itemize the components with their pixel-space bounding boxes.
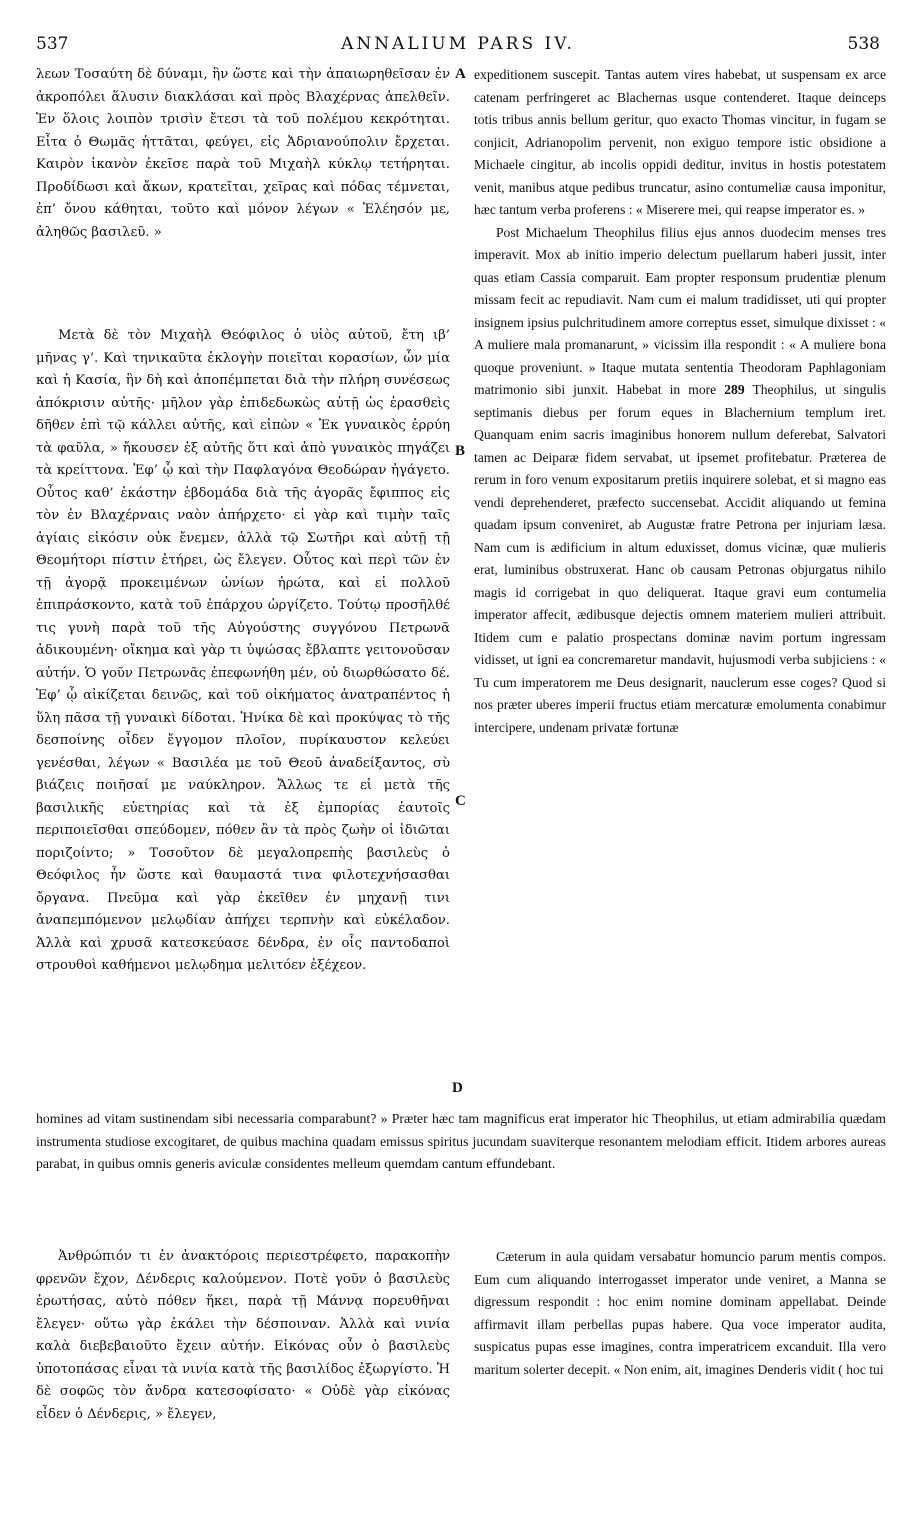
greek-paragraph-2: Μετὰ δὲ τὸν Μιχαὴλ Θεόφιλος ὁ υἱὸς αὐτοῦ, ἔτη ιβ’ μῆνας γ’. Καὶ τηνικαῦτα ἐκλογὴν ποιεῖται κορασίων, ὧν μία καὶ ἡ Κασία, ἣν δὴ καὶ ἀποπέμπεται διὰ τὴν πλήρη συνέσεως ἀπόκρισιν αὐτῆς· μῆλον γὰρ ἐπιδεδωκὼς αὐτῇ ὡς ἐρασθεὶς δῆθεν ἐπὶ τῷ κάλλει αὐτῆς, καὶ εἰπὼν « Ἐκ γυναικὸς ἐρρύη τὰ φαῦλα, » ἤκουσεν ἐξ αὐτῆς ὅτι καὶ ἀπὸ γυναικὸς πηγάζει τὰ κρείττονα. Ἐφ’ ᾧ καὶ τὴν Παφλαγόνα Θεοδώραν ἠγάγετο. Οὗτος καθ’ ἑκάστην ἑβδομάδα διὰ τῆς ἀγορᾶς ἔφιππος εἰς τὸν ἐν Βλαχέρναις ναὸν ἀπήρχετο· εἰ γὰρ καὶ τιμὴν ταῖς ἁγίαις εἰκόσιν οὐκ ἔνεμεν, ἀλλὰ τῷ Σωτῆρι καὶ αὐτῇ τῇ Θεομήτορι πίστιν ἐτήρει, ὡς ἔλεγεν. Οὗτος καὶ περὶ τῶν ἐν τῇ ἀγορᾷ προκειμένων ὠνίων ἠρώτα, καὶ εἰ πολλοῦ ἐπιπράσκοντο, κατὰ τοῦ ἐπάρχου ὠργίζετο. Τούτῳ προσῆλθέ τις γυνὴ παρὰ τοῦ τῆς Αὐγούστης συγγόνου Πετρωνᾶ ἀδικουμένη· οἴκημα καὶ γὰρ τι ὑψώσας ἔβλαπτε γειτονοῦσαν αὐτήν. Ὁ γοῦν Πετρωνᾶς ἐπεφωνήθη μέν, οὐ διωρθώσατο δέ. Ἐφ’ ᾧ αἰκίζεται δεινῶς, καὶ τοῦ οἰκήματος ἀνατραπέντος ἡ ὕλη πᾶσα τῇ γυναικὶ δίδοται. Ἡνίκα δὲ καὶ προκύψας τὸ τῆς δεσποίνης οἶδεν ἔγγομον πλοῖον, πυρίκαυστον κελεύει γενέσθαι, λέγων « Βασιλέα με τοῦ Θεοῦ ἀναδείξαντος, σὺ βιάζεις ποιῆσαί με ναύκληρον. Ἄλλως τε εἰ μετὰ τῆς βασιλικῆς εὐετηρίας καὶ τὰ ἐξ ἐμπορίας ἑαυτοῖς περιποιεῖσθαι σπεύδομεν, πόθεν ἂν τὰ πρὸς ζωὴν οἱ ἰδιῶται ποριζοίντο; » Τοσοῦτον δὲ μεγαλοπρεπὴς βασιλεὺς ὁ Θεόφιλος ἦν ὥστε καὶ θαυμαστά τινα φιλοτεχνήσασθαι ὄργανα. Πνεῦμα καὶ γὰρ ἐκεῖθεν ἐν μηχανῇ τινι ἀναπεμπόμενον μελῳδίαν ἀπήχει τερπνὴν καὶ εὐκέλαδον. Ἀλλὰ καὶ χρυσᾶ κατεσκεύασε δένδρα, ἐν οἷς παντοδαποὶ στρουθοὶ καθήμενοι μελῳδημα μελιτόεν ἐξέχεον.: [36, 328, 450, 973]
latin-paragraph-2b: Theophilus, ut singulis septimanis diebus per forum eques in Blachernium templum iret. Quanquam enim sacris imaginibus honorem nullum deferebat, Salvatori tamen ac Deiparæ fidem servabat, ut ipsemet profitebatur. Præterea de rerum in foro venum expositarum pretiis inquirere solebat, et si magno eas vendi deprehenderet, præfecto succensebat. Accidit aliquando ut femina quadam ipsum conveniret, ab Augustæ fratre Petrona per injuriam læsa. Nam cum is ædificium in altum eduxisset, domus vicinæ, quæ mulieris erat, luminibus obstruxerat. Hanc ob causam Petronas objurgatus nihilo magis id corrigebat in quo deliquerat. Itaque gravi eum contumelia imperator affecit, ædibusque dejectis omnem materiem mulieri attribuit. Itidem cum e palatio prospectans dominæ navim portum ingressam vidisset, ut igni ea concremaretur mandavit, hujusmodi verba subjiciens : « Tu cum imperatorem me Deus designarit, nauclerum esse coges? Quod si nos præter uberes imperii fructus etiam mercaturæ emolumenta conabimur intercipere, undenam privatæ fortunæ: [474, 382, 886, 735]
inline-page-number: 289: [724, 382, 745, 397]
latin-paragraph-2a: Post Michaelum Theophilus filius ejus annos duodecim menses tres imperavit. Mox ab initio imperio delectum puellarum haberi jussit, inter quas etiam Cassia comparuit. Eam propter responsum prudentiæ plenum missam fecit ac repudiavit. Nam cum ei malum tradidisset, uti qui propter insignem ipsius pulchritudinem amore correptus esset, simulque dixisset : « A muliere mala promanarunt, » vicissim illa respondit : « A muliere bona quoque proveniunt. » Itaque mutata sententia Theodoram Paphlagoniam matrimonio sibi junxit. Habebat in more: [474, 224, 886, 397]
full-width-paragraph: homines ad vitam sustinendam sibi necessaria comparabunt? » Præter hæc tam magnificus erat imperator hic Theophilus, ut etiam admirabilia quædam instrumenta studiose excogitaret, de quibus machina quadam emissus spiritus jucundam suaviterque resonantem melodiam efficit. Itidem arbores aureas parabat, in quibus omnis generis aviculæ considentes melleum quemdam cantum effundebant.: [36, 1111, 886, 1171]
latin-paragraph-2: [474, 222, 886, 740]
margin-marker-c: C: [455, 793, 466, 809]
full-width-latin-block: [36, 1108, 886, 1176]
margin-marker-b: B: [455, 443, 466, 459]
page-number-right: 538: [847, 34, 880, 54]
greek-column-bottom: [36, 1246, 450, 1426]
greek-paragraph-3: Ἀνθρώπιόν τι ἐν ἀνακτόροις περιεστρέφετο, παρακοπὴν φρενῶν ἔχον, Δένδερις καλούμενον. Ποτὲ γοῦν ὁ βασιλεὺς ἐρωτήσας, αὐτὸ πόθεν ἥκει, παρὰ τῇ Μάννᾳ πορευθῆναι ἔλεγεν· οὕτω γὰρ ἐκάλει τὴν δέσποιναν. Ἀλλὰ καὶ νινία καλὰ διεβεβαιοῦτο ἔχειν αὐτήν. Εἰκόνας οὖν ὁ βασιλεὺς ὑποτοπάσας εἶναι τὰ νινία κατὰ τῆς βασιλίδος ἐξωργίστο. Ἡ δὲ σοφῶς τὸν ἄνδρα κατεσοφίσατο· « Οὐδὲ γὰρ εἰκόνας εἶδεν ὁ Δένδερις, » ἔλεγεν,: [36, 1249, 450, 1422]
margin-marker-d: D: [452, 1080, 463, 1096]
latin-paragraph-3: Cæterum in aula quidam versabatur homuncio parum mentis compos. Eum cum aliquando interrogasset imperator unde veniret, a Manna se digressum respondit : hoc enim nomine dominam appellabat. Deinde affirmavit illam perbellas pupas habere. Qua voce imperator audita, suspicatus pupas esse imagines, contra imperatricem excanduit. Illa vero maritum solerter decepit. « Non enim, ait, imagines Denderis vidit ( hoc tui: [474, 1249, 886, 1377]
greek-column-top: [36, 64, 450, 244]
latin-paragraph-1: expeditionem suscepit. Tantas autem vires habebat, ut suspensam ex arce catenam perfringeret ac Blachernas usque contenderet. Itaque deinceps totis tribus annis bellum geritur, quo exacto Thomas vincitur, in fugam se conjicit, Adrianopolim pervenit, non exiguo tempore istic obsidione a Michaele cingitur, ab incolis oppidi deditur, invitus in hostis potestatem venit, manibus atque pedibus truncatur, asino contumeliæ causa imponitur, hæc tantum verba proferens : « Miserere mei, qui reapse imperator es. »: [474, 67, 886, 217]
running-title: ANNALIUM PARS IV.: [341, 34, 575, 54]
page-header: [36, 34, 880, 58]
margin-marker-a: A: [455, 66, 466, 82]
latin-column-bottom: [474, 1246, 886, 1381]
greek-column-middle: [36, 325, 450, 978]
latin-column-top: [474, 64, 886, 739]
greek-paragraph-1: λεων Τοσαύτη δὲ δύναμι, ἣν ὥστε καὶ τὴν ἀπαιωρηθεῖσαν ἐν ἀκροπόλει ἅλυσιν διακλάσαι καὶ πρὸς Βλαχέρνας ἀπελθεῖν. Ἐν ὅλοις λοιπὸν τρισὶν ἔτεσι τὰ τοῦ πολέμου κεκρότηται. Εἶτα ὁ Θωμᾶς ἡττᾶται, φεύγει, εἰς Ἀδριανούπολιν ἔρχεται. Καιρὸν ἱκανὸν ἐκεῖσε παρὰ τοῦ Μιχαὴλ κύκλῳ τετήρηται. Προδίδωσι καὶ ἄκων, κρατεῖται, χεῖρας καὶ πόδας τέμνεται, ἐπ’ ὄνου κάθηται, τοῦτο καὶ μόνον λέγων « Ἐλέησόν με, ἀληθῶς βασιλεῦ. »: [36, 67, 450, 240]
page-number-left: 537: [36, 34, 69, 54]
